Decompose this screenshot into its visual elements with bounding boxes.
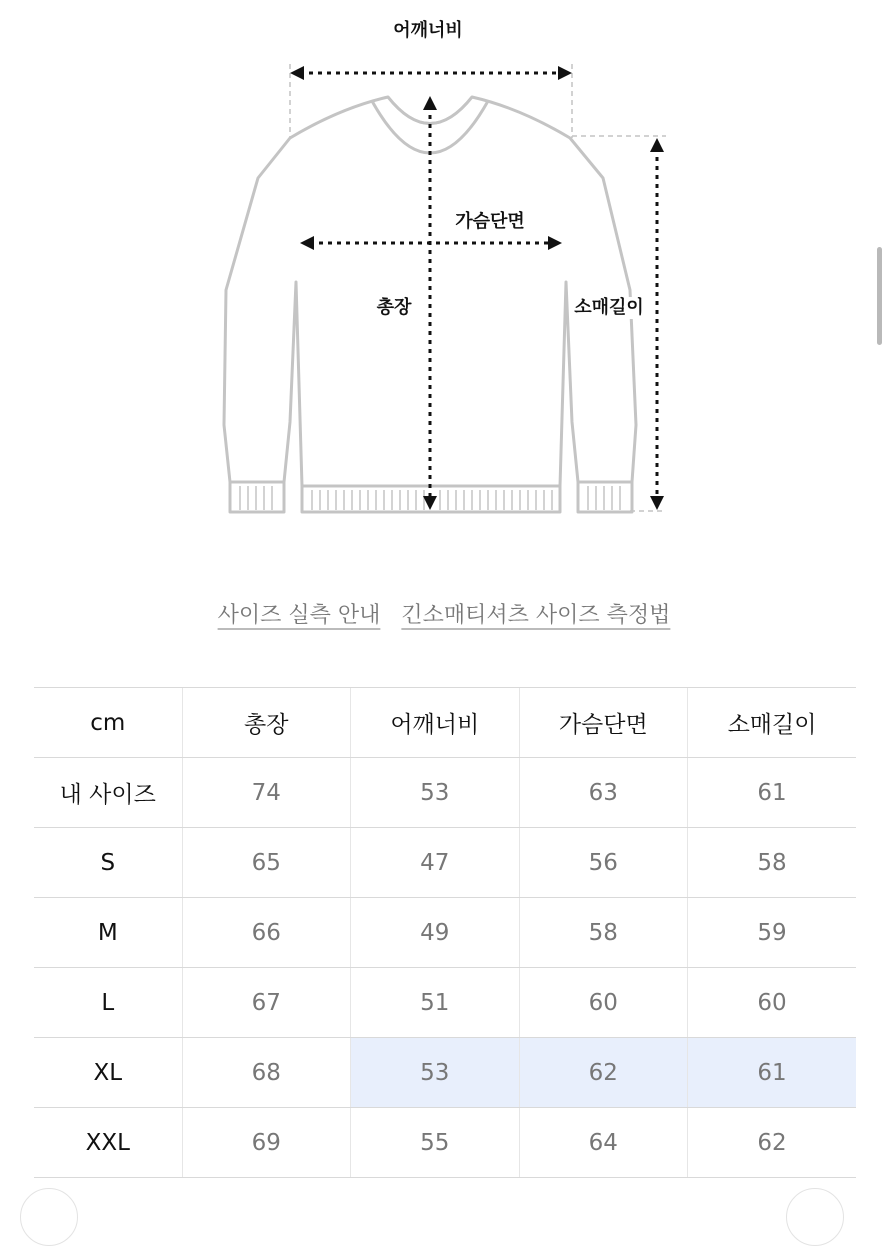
header-shoulder-width: 어깨너비 xyxy=(351,688,520,758)
floating-button-right[interactable] xyxy=(786,1188,844,1246)
total-length-label: 총장 xyxy=(376,297,412,318)
header-chest-width: 가슴단면 xyxy=(519,688,688,758)
table-cell: 49 xyxy=(351,898,520,968)
table-cell: 62 xyxy=(688,1108,857,1178)
table-cell-highlighted: 62 xyxy=(519,1038,688,1108)
row-label: XXL xyxy=(34,1108,182,1178)
table-header-row xyxy=(34,688,856,758)
table-cell: 67 xyxy=(182,968,351,1038)
row-label: L xyxy=(34,968,182,1038)
table-cell: 64 xyxy=(519,1108,688,1178)
size-diagram xyxy=(0,0,888,540)
header-total-length: 총장 xyxy=(182,688,351,758)
row-label: XL xyxy=(34,1038,182,1108)
row-label: 내 사이즈 xyxy=(34,758,182,828)
table-cell: 59 xyxy=(688,898,857,968)
table-cell: 58 xyxy=(519,898,688,968)
scrollbar-thumb[interactable] xyxy=(877,247,882,345)
table-cell: 69 xyxy=(182,1108,351,1178)
row-label: M xyxy=(34,898,182,968)
table-cell: 53 xyxy=(351,758,520,828)
floating-button-left[interactable] xyxy=(20,1188,78,1246)
row-label: S xyxy=(34,828,182,898)
table-row xyxy=(34,828,856,898)
table-cell-highlighted: 61 xyxy=(688,1038,857,1108)
size-guide-links xyxy=(0,598,888,629)
table-row xyxy=(34,1108,856,1178)
size-table xyxy=(34,687,856,1178)
table-cell: 51 xyxy=(351,968,520,1038)
table-cell-highlighted: 53 xyxy=(351,1038,520,1108)
table-cell: 74 xyxy=(182,758,351,828)
sleeve-length-label: 소매길이 xyxy=(574,297,644,318)
table-row xyxy=(34,1038,856,1108)
size-measurement-guide-link[interactable]: 사이즈 실측 안내 xyxy=(217,603,381,628)
table-cell: 47 xyxy=(351,828,520,898)
long-sleeve-measurement-link[interactable]: 긴소매티셔츠 사이즈 측정법 xyxy=(401,603,671,628)
table-cell: 66 xyxy=(182,898,351,968)
table-cell: 63 xyxy=(519,758,688,828)
table-cell: 60 xyxy=(688,968,857,1038)
table-cell: 65 xyxy=(182,828,351,898)
sweatshirt-outline xyxy=(0,0,888,540)
table-cell: 55 xyxy=(351,1108,520,1178)
table-cell: 58 xyxy=(688,828,857,898)
table-cell: 61 xyxy=(688,758,857,828)
table-cell: 60 xyxy=(519,968,688,1038)
table-row xyxy=(34,758,856,828)
chest-width-label: 가슴단면 xyxy=(455,211,525,232)
header-unit: cm xyxy=(34,688,182,758)
table-row xyxy=(34,898,856,968)
shoulder-width-label: 어깨너비 xyxy=(393,20,463,41)
header-sleeve-length: 소매길이 xyxy=(688,688,857,758)
table-cell: 56 xyxy=(519,828,688,898)
table-row xyxy=(34,968,856,1038)
table-cell: 68 xyxy=(182,1038,351,1108)
